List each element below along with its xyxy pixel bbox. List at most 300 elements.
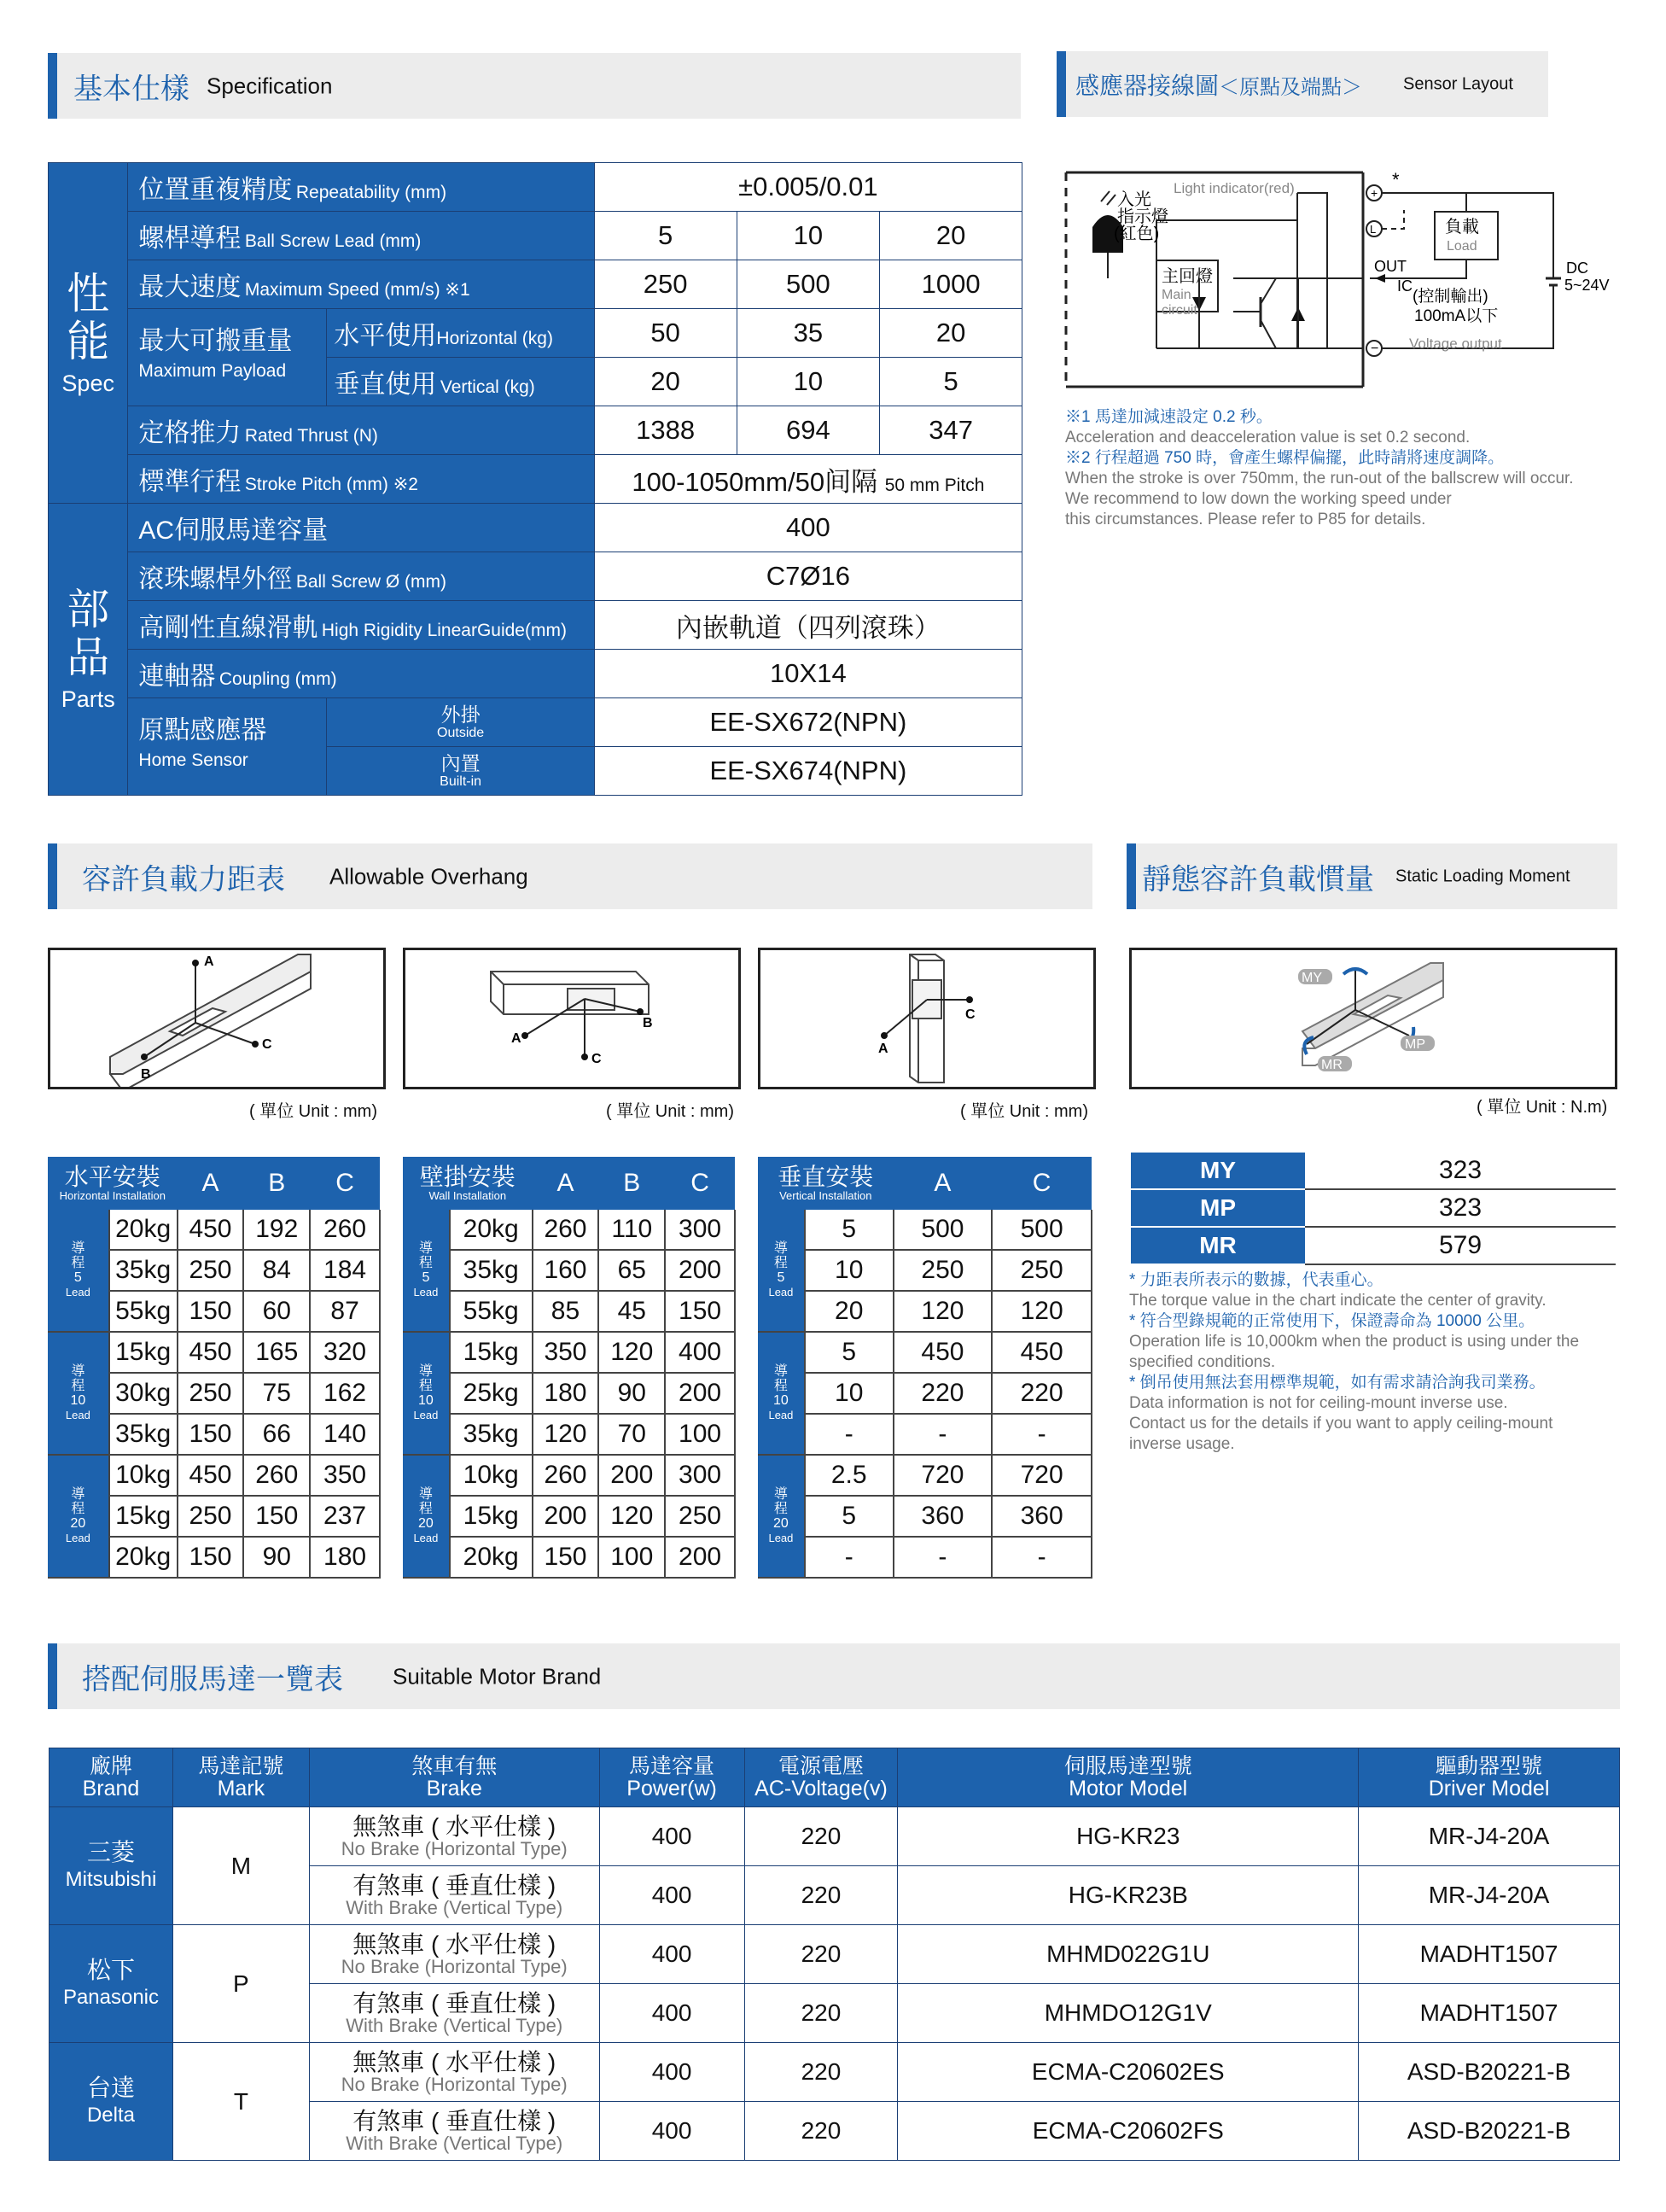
sensor-section-header [1057,51,1548,117]
spec-label [128,212,594,260]
table-row [1131,1189,1616,1227]
table-cell: 250 [178,1250,244,1291]
spec-title-en: Specification [207,73,333,98]
dc-range-text: 5~24V [1564,277,1610,294]
power-cell: 400 [599,1984,744,2043]
label-en: Ball Screw Ø (mm) [295,572,447,592]
spec-value: EE-SX674(NPN) [594,747,1022,796]
red-text: (紅色) [1114,225,1160,243]
dc-text: DC [1566,260,1588,277]
label-zh: 高剛性直線滑軌 [138,614,318,642]
unit-label: ( 單位 Unit : N.m) [1477,1098,1608,1117]
section-accent [48,1643,57,1709]
sensor-title-zh [1075,67,1362,102]
motor-table [49,1748,1620,2161]
table-row [758,1210,1092,1250]
driver-model-cell: MR-J4-20A [1359,1866,1620,1925]
wall-diagram [403,948,741,1089]
table-row [403,1496,735,1537]
spec-row-motor [49,504,1022,552]
table-cell: 70 [598,1414,665,1455]
spec-label [128,552,594,601]
table-cell: 250 [665,1496,735,1537]
brake-en: With Brake (Vertical Type) [346,2015,563,2037]
table-row [403,1332,735,1373]
spec-value: C7Ø16 [594,552,1022,601]
table-cell: 5 [805,1332,894,1373]
spec-label [128,601,594,650]
table-cell: 120 [894,1291,993,1332]
label-b: B [141,1067,151,1082]
motor-model-cell: HG-KR23 [898,1807,1359,1866]
lead-en: Lead [65,1532,90,1544]
note-text: Operation life is 10,000km when the product is using under the [1129,1333,1580,1351]
lead-zh: 程 [418,1502,433,1516]
lead-zh: 程 [773,1256,788,1270]
voltage-cell: 220 [744,1807,898,1866]
spec-row-stroke [49,455,1022,504]
unit-label: ( 單位 Unit : mm) [606,1102,734,1121]
label-zh: 連軸器 [138,662,216,691]
main-circuit-zh: 主回燈 [1162,267,1213,286]
lead-zh: 導 [773,1487,788,1502]
lead-label [48,1455,109,1578]
spec-value: 400 [594,504,1022,552]
table-cell: 180 [310,1537,380,1578]
label-b: B [643,1016,653,1030]
moment-value: 579 [1305,1227,1616,1264]
table-cell: 250 [894,1250,993,1291]
lead-num: 10 [418,1393,434,1408]
lead-zh: 程 [773,1379,788,1393]
table-header-row [48,1157,380,1210]
col-header: A [533,1157,599,1210]
label-zh: 最大可搬重量 [138,327,293,355]
table-cell: 10 [805,1373,894,1414]
driver-model-cell: MR-J4-20A [1359,1807,1620,1866]
moment-value: 323 [1305,1189,1616,1227]
label-en: Rated Thrust (N) [244,426,378,446]
spec-row-coupling [49,650,1022,698]
table-row [1131,1227,1616,1264]
table-title [403,1157,533,1210]
spec-value: 20 [880,212,1022,260]
vertical-diagram [758,948,1096,1089]
table-cell: 450 [178,1455,244,1496]
table-cell: 35kg [450,1250,533,1291]
indicator-text: 指示燈 [1117,207,1168,226]
table-row [758,1332,1092,1373]
header-zh: 電源電壓 [778,1754,864,1778]
sensor-wiring-diagram [1063,169,1626,391]
col-header: A [894,1157,993,1210]
lead-en: Lead [413,1532,439,1544]
spec-sublabel [327,358,594,406]
title-en: Vertical Installation [779,1189,872,1202]
sensor-title-sub: ＜原點及端點＞ [1219,74,1363,99]
table-cell: 85 [533,1291,599,1332]
label-zh: AC伺服馬達容量 [138,517,329,545]
moment-notes [1129,1270,1620,1455]
spec-value: 20 [880,309,1022,358]
moment-table [1131,1153,1616,1265]
driver-model-cell: ASD-B20221-B [1359,2102,1620,2161]
spec-value: 內嵌軌道（四列滾珠） [594,601,1022,650]
col-header-brand [50,1748,173,1807]
table-cell: 5 [805,1496,894,1537]
cat-zh: 部 品 [67,586,110,681]
brand-en: Delta [86,2103,135,2127]
vertical-actuator-drawing [760,950,1093,1087]
l-text: L [1370,223,1377,236]
table-cell: 20kg [450,1537,533,1578]
table-cell: 5 [805,1210,894,1250]
horizontal-overhang-table [48,1157,381,1579]
table-cell: 260 [310,1210,380,1250]
col-header: C [992,1157,1092,1210]
moment-diagram [1129,948,1617,1089]
voltage-cell: 220 [744,1925,898,1984]
table-cell: 110 [598,1210,665,1250]
out-text: OUT [1374,258,1407,275]
header-en: Mark [217,1777,265,1801]
table-cell: 15kg [450,1332,533,1373]
table-row [1131,1153,1616,1189]
header-zh: 煞車有無 [411,1754,498,1778]
table-cell: 55kg [450,1291,533,1332]
spec-label [128,504,594,552]
table-header-row [758,1157,1092,1210]
note-text: ※1 馬達加減速設定 0.2 秒。 [1065,408,1273,426]
table-cell: 20kg [109,1537,178,1578]
cat-en: Spec [61,370,114,396]
label-en: High Rigidity LinearGuide(mm) [321,621,567,640]
table-cell: 220 [894,1373,993,1414]
wire [1261,278,1276,304]
label-en: Stroke Pitch (mm) ※2 [244,475,418,494]
label-a: A [204,954,214,969]
spec-row-speed [49,260,1022,309]
header-zh: 馬達記號 [198,1754,284,1778]
header-zh: 驅動器型號 [1436,1754,1543,1778]
cat-en: Parts [61,686,115,712]
label-zh: 水平使用 [334,322,437,350]
col-header: B [243,1157,310,1210]
table-cell: 30kg [109,1373,178,1414]
table-cell: 250 [178,1496,244,1537]
lead-zh: 導 [71,1487,85,1502]
label-zh: 內置 [440,751,481,774]
brake-zh: 有煞車 ( 垂直仕樣 ) [352,1989,556,2016]
brand-cell [50,1925,173,2043]
spec-value: 20 [594,358,737,406]
minus-text: − [1371,341,1379,356]
title-en: Wall Installation [428,1189,507,1202]
table-cell: 260 [243,1455,310,1496]
table-cell: 84 [243,1250,310,1291]
wall-actuator-drawing [405,950,738,1087]
spec-label [128,406,594,455]
table-cell: 350 [533,1332,599,1373]
header-en: Driver Model [1428,1777,1550,1801]
unit-label: ( 單位 Unit : mm) [960,1102,1088,1121]
table-cell: 90 [243,1537,310,1578]
section-accent [48,843,57,909]
table-cell: 2.5 [805,1455,894,1496]
horizontal-actuator-drawing [50,950,383,1087]
spec-label [128,163,594,212]
light-indicator-text: Light indicator(red) [1174,180,1295,196]
spec-label [128,650,594,698]
table-row [50,1807,1620,1866]
sensor-notes [1065,407,1628,530]
lead-num: 20 [773,1516,789,1531]
power-cell: 400 [599,1925,744,1984]
table-cell: 150 [178,1291,244,1332]
table-cell: 120 [533,1414,599,1455]
table-row [758,1291,1092,1332]
table-cell: 450 [178,1332,244,1373]
motor-model-cell: HG-KR23B [898,1866,1359,1925]
table-cell: 200 [598,1455,665,1496]
plus-text: + [1371,186,1378,200]
table-title [48,1157,178,1210]
moment-section-header [1127,843,1617,909]
table-row [758,1250,1092,1291]
table-cell: 192 [243,1210,310,1250]
col-header-voltage [744,1748,898,1807]
horizontal-diagram [48,948,386,1089]
section-accent [1057,51,1066,117]
lead-label [403,1332,450,1455]
brake-en: No Brake (Horizontal Type) [341,1838,568,1860]
table-cell: - [805,1414,894,1455]
voltage-cell: 220 [744,1866,898,1925]
current-text: 100mA以下 [1414,307,1499,325]
table-cell: 250 [992,1250,1092,1291]
table-cell: 200 [665,1373,735,1414]
label-a: A [511,1031,521,1046]
label-mp: MP [1405,1037,1425,1052]
table-cell: 60 [243,1291,310,1332]
load-zh: 負載 [1445,218,1479,236]
table-cell: 165 [243,1332,310,1373]
note-text: inverse usage. [1129,1435,1235,1453]
label-c: C [591,1052,602,1066]
driver-model-cell: ASD-B20221-B [1359,2043,1620,2102]
header-en: Brake [426,1777,482,1801]
table-cell: 200 [665,1537,735,1578]
header-en: Brand [82,1777,140,1801]
lead-num: 5 [422,1270,430,1285]
table-cell: 45 [598,1291,665,1332]
col-header-brake [309,1748,599,1807]
table-row [403,1250,735,1291]
brake-zh: 無煞車 ( 水平仕樣 ) [352,1930,556,1958]
table-cell: 450 [894,1332,993,1373]
table-cell: 10kg [109,1455,178,1496]
table-cell: - [992,1414,1092,1455]
table-cell: 150 [533,1537,599,1578]
table-row [403,1414,735,1455]
table-cell: 87 [310,1291,380,1332]
sensor-title-main: 感應器接線圖 [1075,71,1220,100]
table-cell: 35kg [109,1414,178,1455]
table-cell: 66 [243,1414,310,1455]
spec-value: 10X14 [594,650,1022,698]
table-cell: 10 [805,1250,894,1291]
spec-value: 5 [880,358,1022,406]
brake-cell [309,1984,599,2043]
spec-value: EE-SX672(NPN) [594,698,1022,747]
label-en: Maximum Payload [138,361,287,381]
table-cell: 450 [992,1332,1092,1373]
brake-cell [309,1925,599,1984]
col-header: B [598,1157,665,1210]
table-cell: 300 [665,1210,735,1250]
table-row [403,1537,735,1578]
brand-zh: 台達 [86,2074,135,2101]
motor-rows [50,1807,1620,2161]
spec-sublabel [327,309,594,358]
table-cell: 100 [665,1414,735,1455]
motor-title-zh: 搭配伺服馬達一覽表 [82,1662,343,1696]
table-cell: 237 [310,1496,380,1537]
lead-zh: 程 [418,1256,433,1270]
star-text: * [1392,169,1400,190]
lead-zh: 導 [418,1487,433,1502]
moment-label: MY [1131,1153,1305,1189]
lead-zh: 導 [418,1364,433,1379]
table-cell: - [992,1537,1092,1578]
voltage-cell: 220 [744,1984,898,2043]
header-en: AC-Voltage(v) [754,1777,888,1801]
lead-zh: 程 [71,1379,85,1393]
moment-label: MR [1131,1227,1305,1264]
title-zh: 壁掛安裝 [419,1164,516,1190]
moment-label: MP [1131,1189,1305,1227]
table-row [403,1373,735,1414]
label-en: Repeatability (mm) [295,183,447,202]
power-cell: 400 [599,2043,744,2102]
spec-sublabel [327,698,594,747]
table-cell: 20kg [109,1210,178,1250]
spec-value: 347 [880,406,1022,455]
brake-zh: 有煞車 ( 垂直仕樣 ) [352,1871,556,1899]
driver-model-cell: MADHT1507 [1359,1925,1620,1984]
brake-cell [309,1866,599,1925]
table-row [403,1455,735,1496]
brand-cell [50,2043,173,2161]
lead-zh: 程 [418,1379,433,1393]
table-cell: 200 [533,1496,599,1537]
lead-label [403,1210,450,1332]
label-en: Home Sensor [138,750,248,770]
spec-value: 50 [594,309,737,358]
ic-text: IC [1397,277,1413,295]
moment-value: 323 [1305,1153,1616,1189]
brand-en: Panasonic [62,1985,160,2009]
spec-value: 694 [737,406,880,455]
spec-row-lead [49,212,1022,260]
spec-value: ±0.005/0.01 [594,163,1022,212]
label-my: MY [1302,971,1322,985]
brake-en: With Brake (Vertical Type) [346,1897,563,1919]
table-row [50,2043,1620,2102]
table-cell: 20kg [450,1210,533,1250]
note-text: * 倒吊使用無法套用標準規範，如有需求請洽詢我司業務。 [1129,1374,1546,1392]
lead-en: Lead [65,1286,90,1299]
table-cell: 10kg [450,1455,533,1496]
lead-zh: 導 [71,1364,85,1379]
table-cell: 140 [310,1414,380,1455]
motor-section-header [48,1643,1620,1709]
lead-label [758,1332,805,1455]
lead-zh: 程 [71,1502,85,1516]
power-cell: 400 [599,1866,744,1925]
moment-title-en: Static Loading Moment [1395,867,1570,885]
lead-label [758,1455,805,1578]
spec-value: 500 [737,260,880,309]
title-en: Horizontal Installation [59,1189,166,1202]
label-en: Coupling (mm) [218,669,337,689]
lead-zh: 程 [71,1256,85,1270]
table-row [758,1414,1092,1455]
note-text: Data information is not for ceiling-mount inverse use. [1129,1394,1508,1412]
brake-en: No Brake (Horizontal Type) [341,2074,568,2096]
sensor-title-en: Sensor Layout [1403,74,1513,93]
table-cell: 400 [665,1332,735,1373]
table-cell: 55kg [109,1291,178,1332]
table-row [758,1373,1092,1414]
lead-zh: 導 [418,1241,433,1256]
header-zh: 伺服馬達型號 [1063,1754,1192,1778]
lead-label [403,1455,450,1578]
moment-title-zh: 靜態容許負載慣量 [1142,862,1374,896]
table-cell: 220 [992,1373,1092,1414]
header-zh: 廠牌 [89,1754,132,1778]
col-header-motor [898,1748,1359,1807]
main-circuit-en1: Main [1162,288,1191,302]
table-cell: 720 [894,1455,993,1496]
table-cell: 300 [665,1455,735,1496]
overhang-rows [48,1210,380,1578]
header-en: Power(w) [626,1777,717,1801]
arrow-icon [1375,274,1385,283]
brake-cell [309,2102,599,2161]
table-cell: 150 [178,1537,244,1578]
label-en: Vertical (kg) [440,377,535,397]
col-header: C [665,1157,735,1210]
label-mr: MR [1321,1058,1343,1072]
table-cell: 250 [178,1373,244,1414]
motor-model-cell: ECMA-C20602ES [898,2043,1359,2102]
table-cell: 15kg [109,1496,178,1537]
brake-cell [309,2043,599,2102]
table-cell: 320 [310,1332,380,1373]
in-light-text: 入光 [1117,190,1151,209]
table-row [48,1455,380,1496]
overhang-section-header [48,843,1092,909]
table-cell: 100 [598,1537,665,1578]
wire [1297,193,1327,348]
lead-label [758,1210,805,1332]
table-cell: - [894,1414,993,1455]
brand-cell [50,1807,173,1925]
overhang-rows [758,1210,1092,1578]
table-cell: 260 [533,1210,599,1250]
label-en: Ball Screw Lead (mm) [244,231,422,251]
